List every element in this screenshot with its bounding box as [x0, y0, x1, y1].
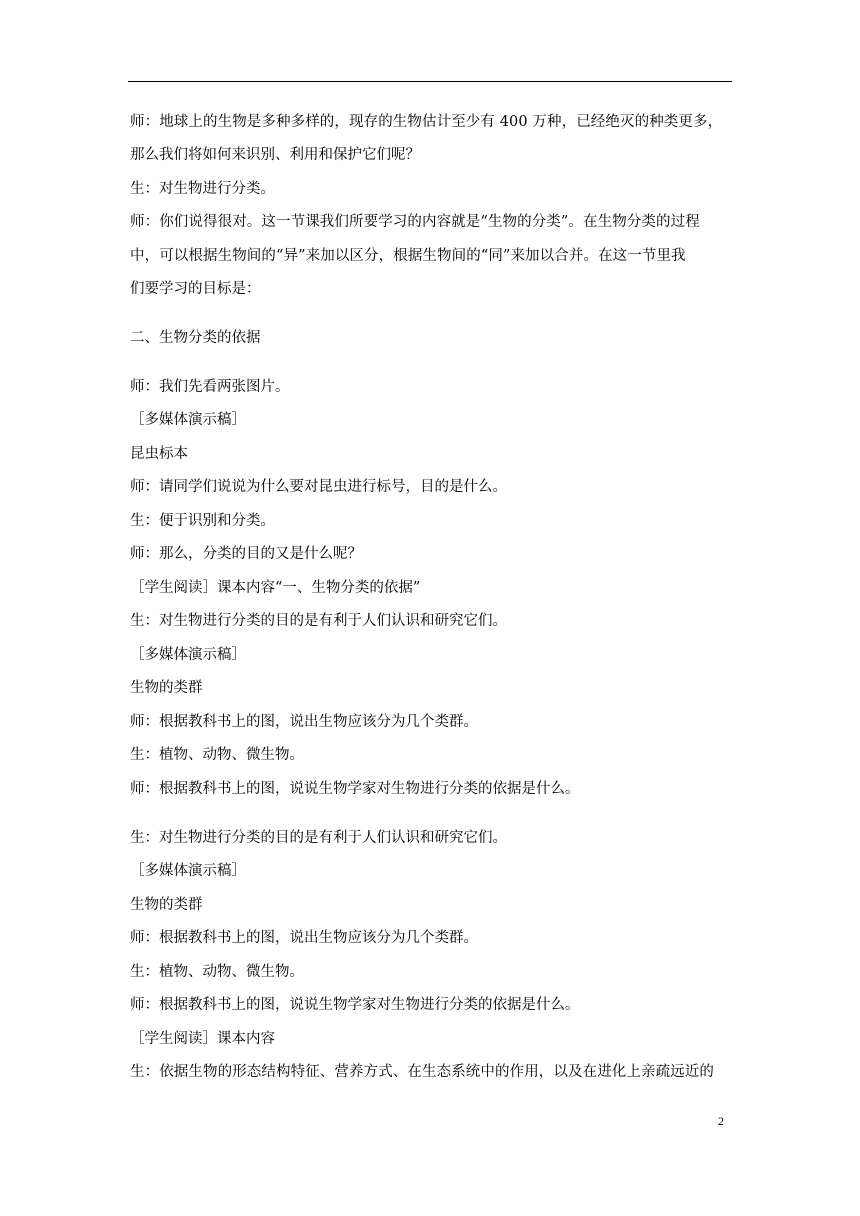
- text-line: 那么我们将如何来识别、利用和保护它们呢？: [130, 147, 420, 163]
- text-line: 生：植物、动物、微生物。: [130, 964, 304, 980]
- text-line: 师：请同学们说说为什么要对昆虫进行标号，目的是什么。: [130, 479, 507, 495]
- text-line: 生物的类群: [130, 680, 203, 696]
- text-line: 师：我们先看两张图片。: [130, 379, 290, 395]
- text-line: 们要学习的目标是：: [130, 281, 261, 297]
- text-line: 生：便于识别和分类。: [130, 513, 275, 529]
- text-line: 生：对生物进行分类的目的是有利于人们认识和研究它们。: [130, 830, 507, 846]
- header-rule: [128, 81, 732, 82]
- text-line: ［学生阅读］课本内容“一、生物分类的依据”: [130, 580, 421, 596]
- text-line: ［学生阅读］课本内容: [130, 1031, 275, 1047]
- text-line: 中，可以根据生物间的“异”来加以区分，根据生物间的“同”来加以合并。在这一节里我: [130, 248, 686, 264]
- text-line: 师：根据教科书上的图，说说生物学家对生物进行分类的依据是什么。: [130, 997, 580, 1013]
- text-line: 生：对生物进行分类。: [130, 181, 275, 197]
- text-line: 师：根据教科书上的图，说出生物应该分为几个类群。: [130, 714, 478, 730]
- section-heading: 二、生物分类的依据: [130, 330, 261, 346]
- text-line: ［多媒体演示稿］: [130, 647, 246, 663]
- text-line: 生物的类群: [130, 897, 203, 913]
- text-line: 昆虫标本: [130, 446, 188, 462]
- text-line: 生：植物、动物、微生物。: [130, 747, 304, 763]
- text-line: 师：那么，分类的目的又是什么呢？: [130, 546, 362, 562]
- text-line: 师：根据教科书上的图，说说生物学家对生物进行分类的依据是什么。: [130, 781, 580, 797]
- page-number: 2: [718, 1114, 724, 1128]
- text-line: 生：对生物进行分类的目的是有利于人们认识和研究它们。: [130, 613, 507, 629]
- text-line: 师：你们说得很对。这一节课我们所要学习的内容就是“生物的分类”。在生物分类的过程: [130, 214, 700, 230]
- text-line: 生：依据生物的形态结构特征、营养方式、在生态系统中的作用，以及在进化上亲疏远近的: [130, 1064, 714, 1080]
- text-line: 师：根据教科书上的图，说出生物应该分为几个类群。: [130, 930, 478, 946]
- text-line: ［多媒体演示稿］: [130, 863, 246, 879]
- text-line: ［多媒体演示稿］: [130, 412, 246, 428]
- text-line: 师：地球上的生物是多种多样的，现存的生物估计至少有 400 万种，已经绝灭的种类更多，: [130, 114, 723, 130]
